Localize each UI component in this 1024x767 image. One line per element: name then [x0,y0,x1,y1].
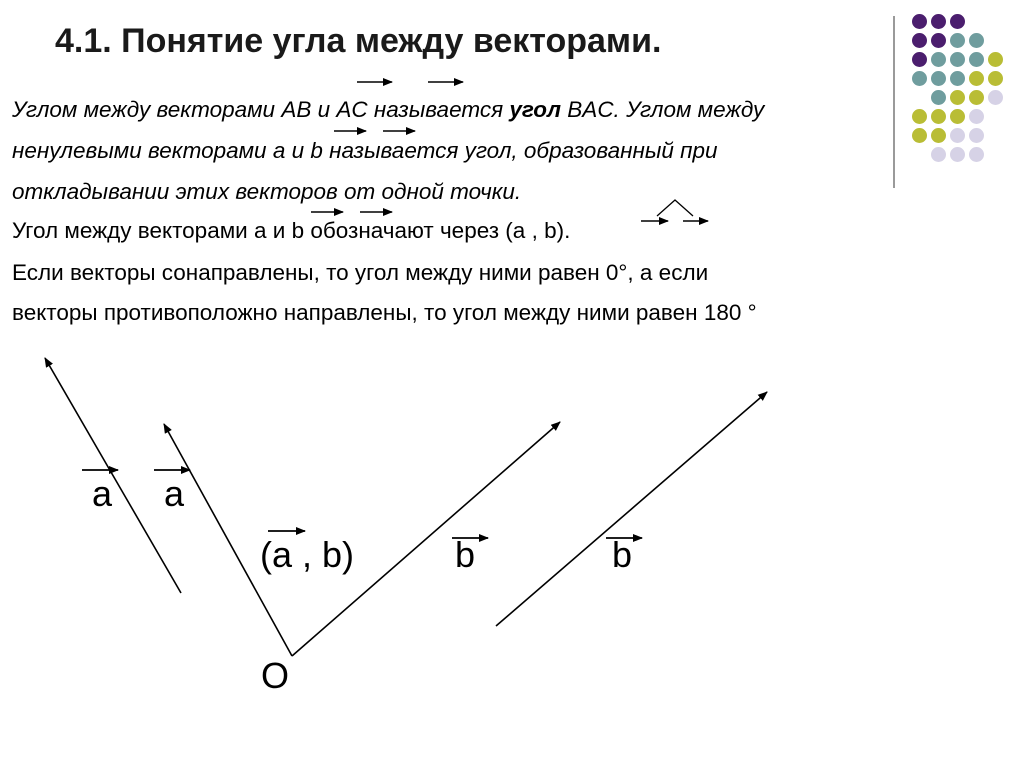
figure-angle-label: (a , b) [260,534,355,575]
figure-vector-b-from-o [292,422,560,656]
figure-label-a1: a [92,473,113,514]
figure-vector-b-free [496,392,767,626]
text-fragment: называется угол, образованный при [322,138,718,163]
figure-origin-label: O [261,655,290,696]
vector-b: b [291,218,305,243]
text-fragment: ненулевыми векторами [12,138,273,163]
text-fragment: и [311,97,337,122]
bold-term: угол [509,97,562,122]
text-fragment: называется [367,97,510,122]
figure-label-b1: b [455,534,476,575]
vector-ab: AB [281,97,312,122]
text-fragment: , [525,218,545,243]
figure-vector-a-free [45,358,181,593]
text-fragment: откладывании этих векторов от одной точки. [12,179,522,204]
vector-b: b [310,138,323,163]
vector-a: a [512,218,526,243]
text-fragment: и [285,138,311,163]
vector-a: a [272,138,286,163]
slide-title: 4.1. Понятие угла между векторами. [55,22,662,60]
text-fragment: Углом между векторами [12,97,282,122]
vector-a: a [254,218,267,243]
figure-label-a2: a [164,473,185,514]
figure-vector-a-from-o [164,424,292,656]
text-fragment: Если векторы сонаправлены, то угол между ними равен 0°, а если [12,260,709,285]
vector-b: b [544,218,557,243]
angle-hat [657,200,693,216]
text-fragment: BAC. Углом между [561,97,765,122]
text-fragment: векторы противоположно направлены, то угол между ними равен 180 ° [12,300,757,325]
text-fragment: ). [556,218,571,243]
text-fragment: обозначают через ( [304,218,513,243]
text-fragment: и [266,218,292,243]
text-fragment: Угол между векторами [12,218,254,243]
vector-ac: AC [336,97,368,122]
figure-label-b2: b [612,534,633,575]
